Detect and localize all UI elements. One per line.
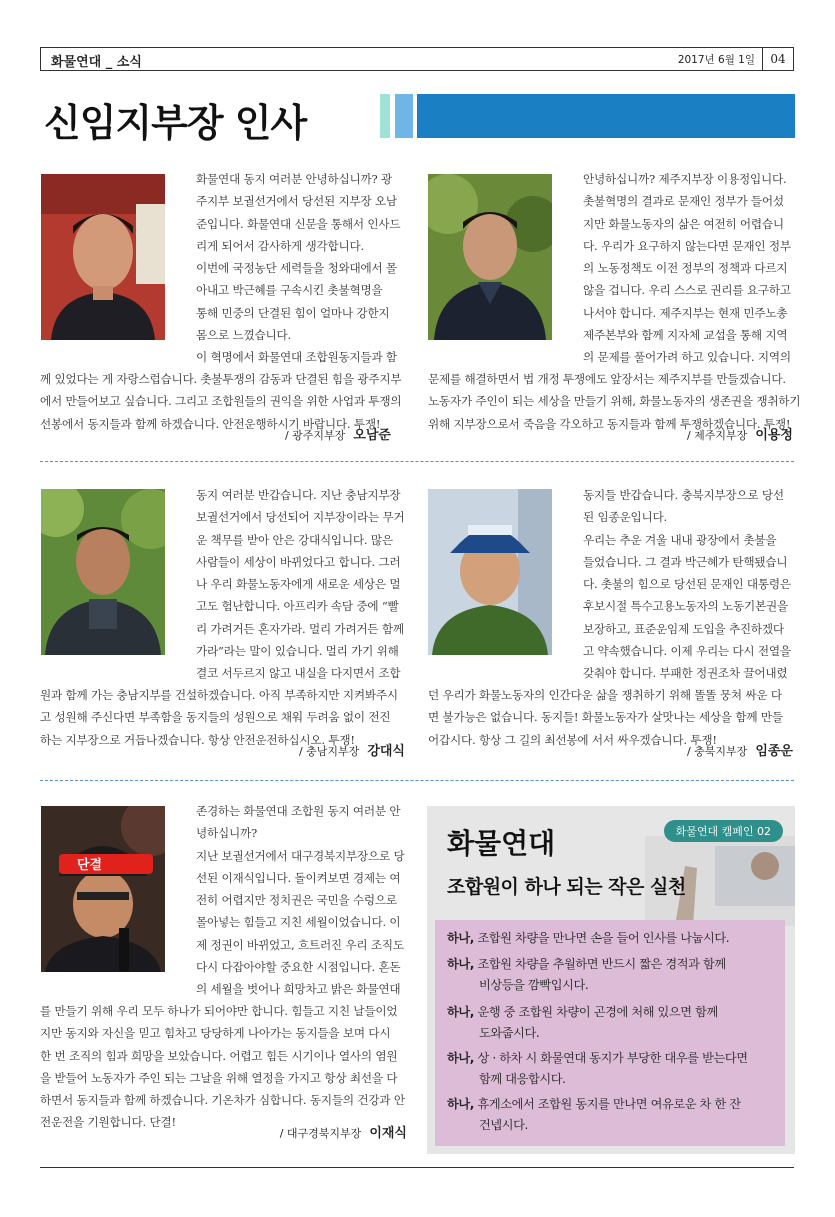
letter-line: 위해 지부장으로서 죽음을 각오하고 동지들과 함께 투쟁하겠습니다. 투쟁!	[428, 416, 791, 431]
campaign-box	[427, 806, 795, 1154]
campaign-title: 화물연대	[447, 827, 556, 860]
signature-daegu	[280, 1122, 407, 1141]
portrait-photo-chungnam	[41, 489, 165, 655]
letter-line: 운 책무를 받아 안은 강대식입니다. 많은	[196, 532, 393, 547]
section-divider	[40, 780, 794, 781]
pledge-list	[435, 920, 785, 1146]
letter-line: 다. 촛불의 힘으로 당선된 문재인 대통령은	[583, 577, 791, 592]
letter-line: 제 정권이 바뀌었고, 흐트러진 우리 조직도	[196, 937, 404, 952]
letter-line: 어갑시다. 항상 그 길의 최선봉에 서서 싸우겠습니다. 투쟁!	[428, 732, 717, 747]
section-label: 화물연대 _ 소식	[51, 55, 142, 70]
letter-line: 전히 어렵지만 정치권은 국민을 수렁으로	[196, 893, 397, 908]
letter-line: 가라”라는 말이 있습니다. 멀리 가기 위해	[196, 644, 399, 659]
letter-line: 하면서 동지들과 함께 하겠습니다. 기온차가 심합니다. 동지들의 건강과 안	[40, 1093, 405, 1108]
letter-line: 를 만들기 위해 우리 모두 하나가 되어야만 합니다. 힘들고 지친 날들이었	[40, 1004, 398, 1018]
letter-line: 존경하는 화물연대 조합원 동지 여러분 안	[196, 804, 401, 818]
letter-line: 주지부 보궐선거에서 당선된 지부장 오남	[196, 194, 397, 209]
title-bar-mint	[380, 94, 390, 138]
letter-line: 선봉에서 동지들과 함께 하겠습니다. 안전운행하시기 바랍니다. 투쟁!	[40, 416, 381, 431]
letter-line: 된 임종운입니다.	[583, 510, 667, 525]
pledge-prefix: 하나,	[447, 1097, 474, 1111]
pledge-prefix: 하나,	[447, 931, 474, 945]
issue-date: 2017년 6월 1일	[677, 54, 755, 66]
letter-line: 나 우리 화물노동자에게 새로운 세상은 멀	[196, 577, 401, 592]
pledge-text: 조합원 차량을 추월하면 반드시 짧은 경적과 함께	[477, 957, 726, 971]
signature-name: 이용정	[755, 428, 793, 443]
page-number: 04	[762, 48, 793, 70]
letter-line: 전운전을 기원합니다. 단결!	[40, 1115, 176, 1130]
pledge-prefix: 하나,	[447, 1051, 474, 1065]
signature-role: / 대구경북지부장	[279, 1127, 362, 1140]
letter-line: 노동자가 주인이 되는 세상을 만들기 위해, 화물노동자의 생존권을 쟁취하기	[428, 394, 801, 409]
letter-line: 몰아넣는 힘들고 지친 세월이었습니다. 이	[196, 915, 401, 930]
letter-line: 들었습니다. 그 결과 박근혜가 탄핵됐습니	[583, 554, 788, 569]
pledge-text: 운행 중 조합원 차량이 곤경에 처해 있으면 함께	[477, 1005, 718, 1019]
portrait-photo-jeju	[428, 174, 552, 340]
pledge-item	[447, 928, 729, 949]
pledge-item	[447, 1094, 741, 1136]
campaign-badge: 화물연대 캠페인 02	[664, 820, 783, 842]
letter-line: 준입니다. 화물연대 신문을 통해서 인사드	[196, 216, 401, 231]
letter-line: 고 약속했습니다. 이제 우리는 다시 전열을	[583, 644, 791, 659]
footer-rule	[40, 1167, 794, 1168]
letter-line: 선된 이재식입니다. 돌이켜보면 경제는 여	[196, 870, 401, 885]
page-header	[40, 47, 794, 71]
letter-line: 않을 겁니다. 우리 스스로 권리를 요구하고	[583, 283, 791, 298]
signature-role: / 충남지부장	[298, 745, 360, 758]
letter-line: 고도 험난합니다. 아프리카 속담 중에 “빨	[196, 599, 399, 614]
signature-role: / 광주지부장	[284, 429, 346, 442]
signature-name: 오남준	[353, 428, 391, 443]
letter-chungnam-body	[196, 484, 404, 685]
letter-gwangju-body	[196, 168, 400, 369]
letter-line: 께 있었다는 게 자랑스럽습니다. 촛불투쟁의 감동과 단결된 힘을 광주지부	[40, 372, 402, 386]
letter-line: 다. 우리가 요구하지 않는다면 문재인 정부	[583, 238, 791, 253]
letter-daegu-body-wide	[40, 1000, 405, 1134]
letter-line: 이번에 국정농단 세력들을 청와대에서 몰	[196, 261, 397, 276]
pledge-text: 조합원 차량을 만나면 손을 들어 인사를 나눕시다.	[477, 931, 730, 945]
page-title: 신임지부장 인사	[44, 101, 307, 145]
letter-line: 안녕하십니까? 제주지부장 이용정입니다.	[583, 172, 787, 186]
letter-line: 지만 동지와 자신을 믿고 힘차고 당당하게 나아가는 동지들을 보며 다시	[40, 1026, 391, 1041]
signature-chungnam	[299, 740, 405, 759]
signature-jeju	[687, 424, 793, 443]
letter-line: 을 받들어 노동자가 주인 되는 그날을 위해 열정을 가지고 항상 최선을 다	[40, 1070, 398, 1085]
letter-line: 리 가려거든 혼자가라. 멀리 가려거든 함께	[196, 621, 404, 636]
letter-line: 나서야 합니다. 제주지부는 현재 민주노총	[583, 305, 788, 320]
letter-daegu-body	[196, 800, 404, 1001]
pledge-item	[447, 1002, 718, 1044]
letter-line: 에서 만들어보고 싶습니다. 그리고 조합원들의 권익을 위한 사업과 투쟁의	[40, 394, 402, 409]
pledge-prefix: 하나,	[447, 1005, 474, 1019]
signature-chungbuk	[687, 740, 793, 759]
letter-line: 하는 지부장으로 거듭나겠습니다. 항상 안전운전하십시오. 투쟁!	[40, 732, 355, 747]
letter-line: 보궐선거에서 당선되어 지부장이라는 무거	[196, 510, 405, 525]
letter-line: 동지 여러분 반갑습니다. 지난 충남지부장	[196, 488, 401, 502]
letter-line: 결코 서두르지 않고 내실을 다지면서 조합	[196, 666, 401, 681]
signature-name: 이재식	[369, 1126, 407, 1141]
letter-line: 던 우리가 화물노동자의 인간다운 삶을 쟁취하기 위해 똘똘 뭉쳐 싸운 다	[428, 688, 782, 702]
letter-line: 화물연대 동지 여러분 안녕하십니까? 광	[196, 172, 392, 186]
pledge-text: 상 · 하차 시 화물연대 동지가 부당한 대우를 받는다면	[477, 1051, 748, 1065]
pledge-item	[447, 1048, 748, 1090]
letter-line: 의 세월을 벗어나 희망차고 밝은 화물연대	[196, 982, 401, 997]
signature-name: 임종운	[755, 744, 793, 759]
portrait-photo-chungbuk	[428, 489, 552, 655]
pledge-text: 휴게소에서 조합원 동지를 만나면 여유로운 차 한 잔	[477, 1097, 741, 1111]
signature-role: / 제주지부장	[686, 429, 748, 442]
letter-line: 지난 보궐선거에서 대구경북지부장으로 당	[196, 848, 405, 863]
pledge-prefix: 하나,	[447, 957, 474, 971]
letter-line: 갖춰야 합니다. 부패한 정권조차 끌어내렸	[583, 666, 788, 681]
letter-line: 원과 함께 가는 충남지부를 건설하겠습니다. 아직 부족하지만 지켜봐주시	[40, 688, 398, 702]
pledge-text: 함께 대응합시다.	[479, 1072, 566, 1086]
letter-line: 고 성원해 주신다면 부족함을 동지들의 성원으로 채워 두려움 없이 전진	[40, 710, 391, 725]
letter-line: 동지들 반갑습니다. 충북지부장으로 당선	[583, 488, 784, 502]
letter-line: 리게 되어서 감사하게 생각합니다.	[196, 238, 364, 253]
letter-line: 후보시절 특수고용노동자의 노동기본권을	[583, 599, 788, 614]
letter-line: 촛불혁명의 결과로 문재인 정부가 들어섰	[583, 194, 784, 209]
letter-line: 통해 민중의 단결된 힘이 얼마나 강한지	[196, 305, 390, 320]
letter-chungbuk-body	[583, 484, 791, 685]
letter-line: 사람들이 세상이 바뀌었다고 합니다. 그러	[196, 554, 401, 569]
title-bar-blue	[417, 94, 795, 138]
letter-line: 보장하고, 표준운임제 도입을 추진하겠다	[583, 621, 784, 636]
pledge-item	[447, 954, 726, 996]
portrait-photo-gwangju	[41, 174, 165, 340]
campaign-subtitle: 조합원이 하나 되는 작은 실천	[447, 876, 686, 898]
letter-line: 우리는 추운 겨울 내내 광장에서 촛불을	[583, 532, 777, 547]
pledge-text: 도와줍시다.	[479, 1026, 540, 1040]
letter-line: 문제를 해결하면서 법 개정 투쟁에도 앞장서는 제주지부를 만들겠습니다.	[428, 372, 786, 386]
pledge-text: 비상등을 깜빡입시다.	[479, 978, 589, 992]
portrait-photo-daegu	[41, 806, 165, 972]
letter-line: 지만 화물노동자의 삶은 여전히 어렵습니	[583, 216, 784, 231]
section-divider	[40, 461, 794, 462]
letter-line: 한 번 조직의 힘과 희망을 보았습니다. 어렵고 힘든 시기이나 열사의 염원	[40, 1048, 398, 1063]
letter-line: 의 문제를 풀어가려 하고 있습니다. 지역의	[583, 350, 791, 365]
letter-jeju-body	[583, 168, 791, 369]
letter-line: 의 노동정책도 이전 정부의 정책과 다르지	[583, 261, 788, 276]
title-bar-sky	[395, 94, 413, 138]
signature-name: 강대식	[367, 744, 405, 759]
letter-line: 다시 다잡아야할 중요한 시점입니다. 혼돈	[196, 960, 401, 975]
signature-gwangju	[285, 424, 391, 443]
signature-role: / 충북지부장	[686, 745, 748, 758]
letter-line: 녕하십니까?	[196, 826, 258, 841]
svg-text:단결: 단결	[77, 858, 103, 873]
letter-line: 제주본부와 함께 지자체 교섭을 통해 지역	[583, 328, 788, 343]
letter-line: 아내고 박근혜를 구속시킨 촛불혁명을	[196, 283, 383, 298]
letter-line: 면 불가능은 없습니다. 동지들! 화물노동자가 살맛나는 세상을 함께 만들	[428, 710, 783, 725]
pledge-text: 건넵시다.	[479, 1118, 528, 1132]
letter-line: 이 혁명에서 화물연대 조합원동지들과 함	[196, 350, 397, 365]
letter-line: 몸으로 느꼈습니다.	[196, 328, 291, 343]
